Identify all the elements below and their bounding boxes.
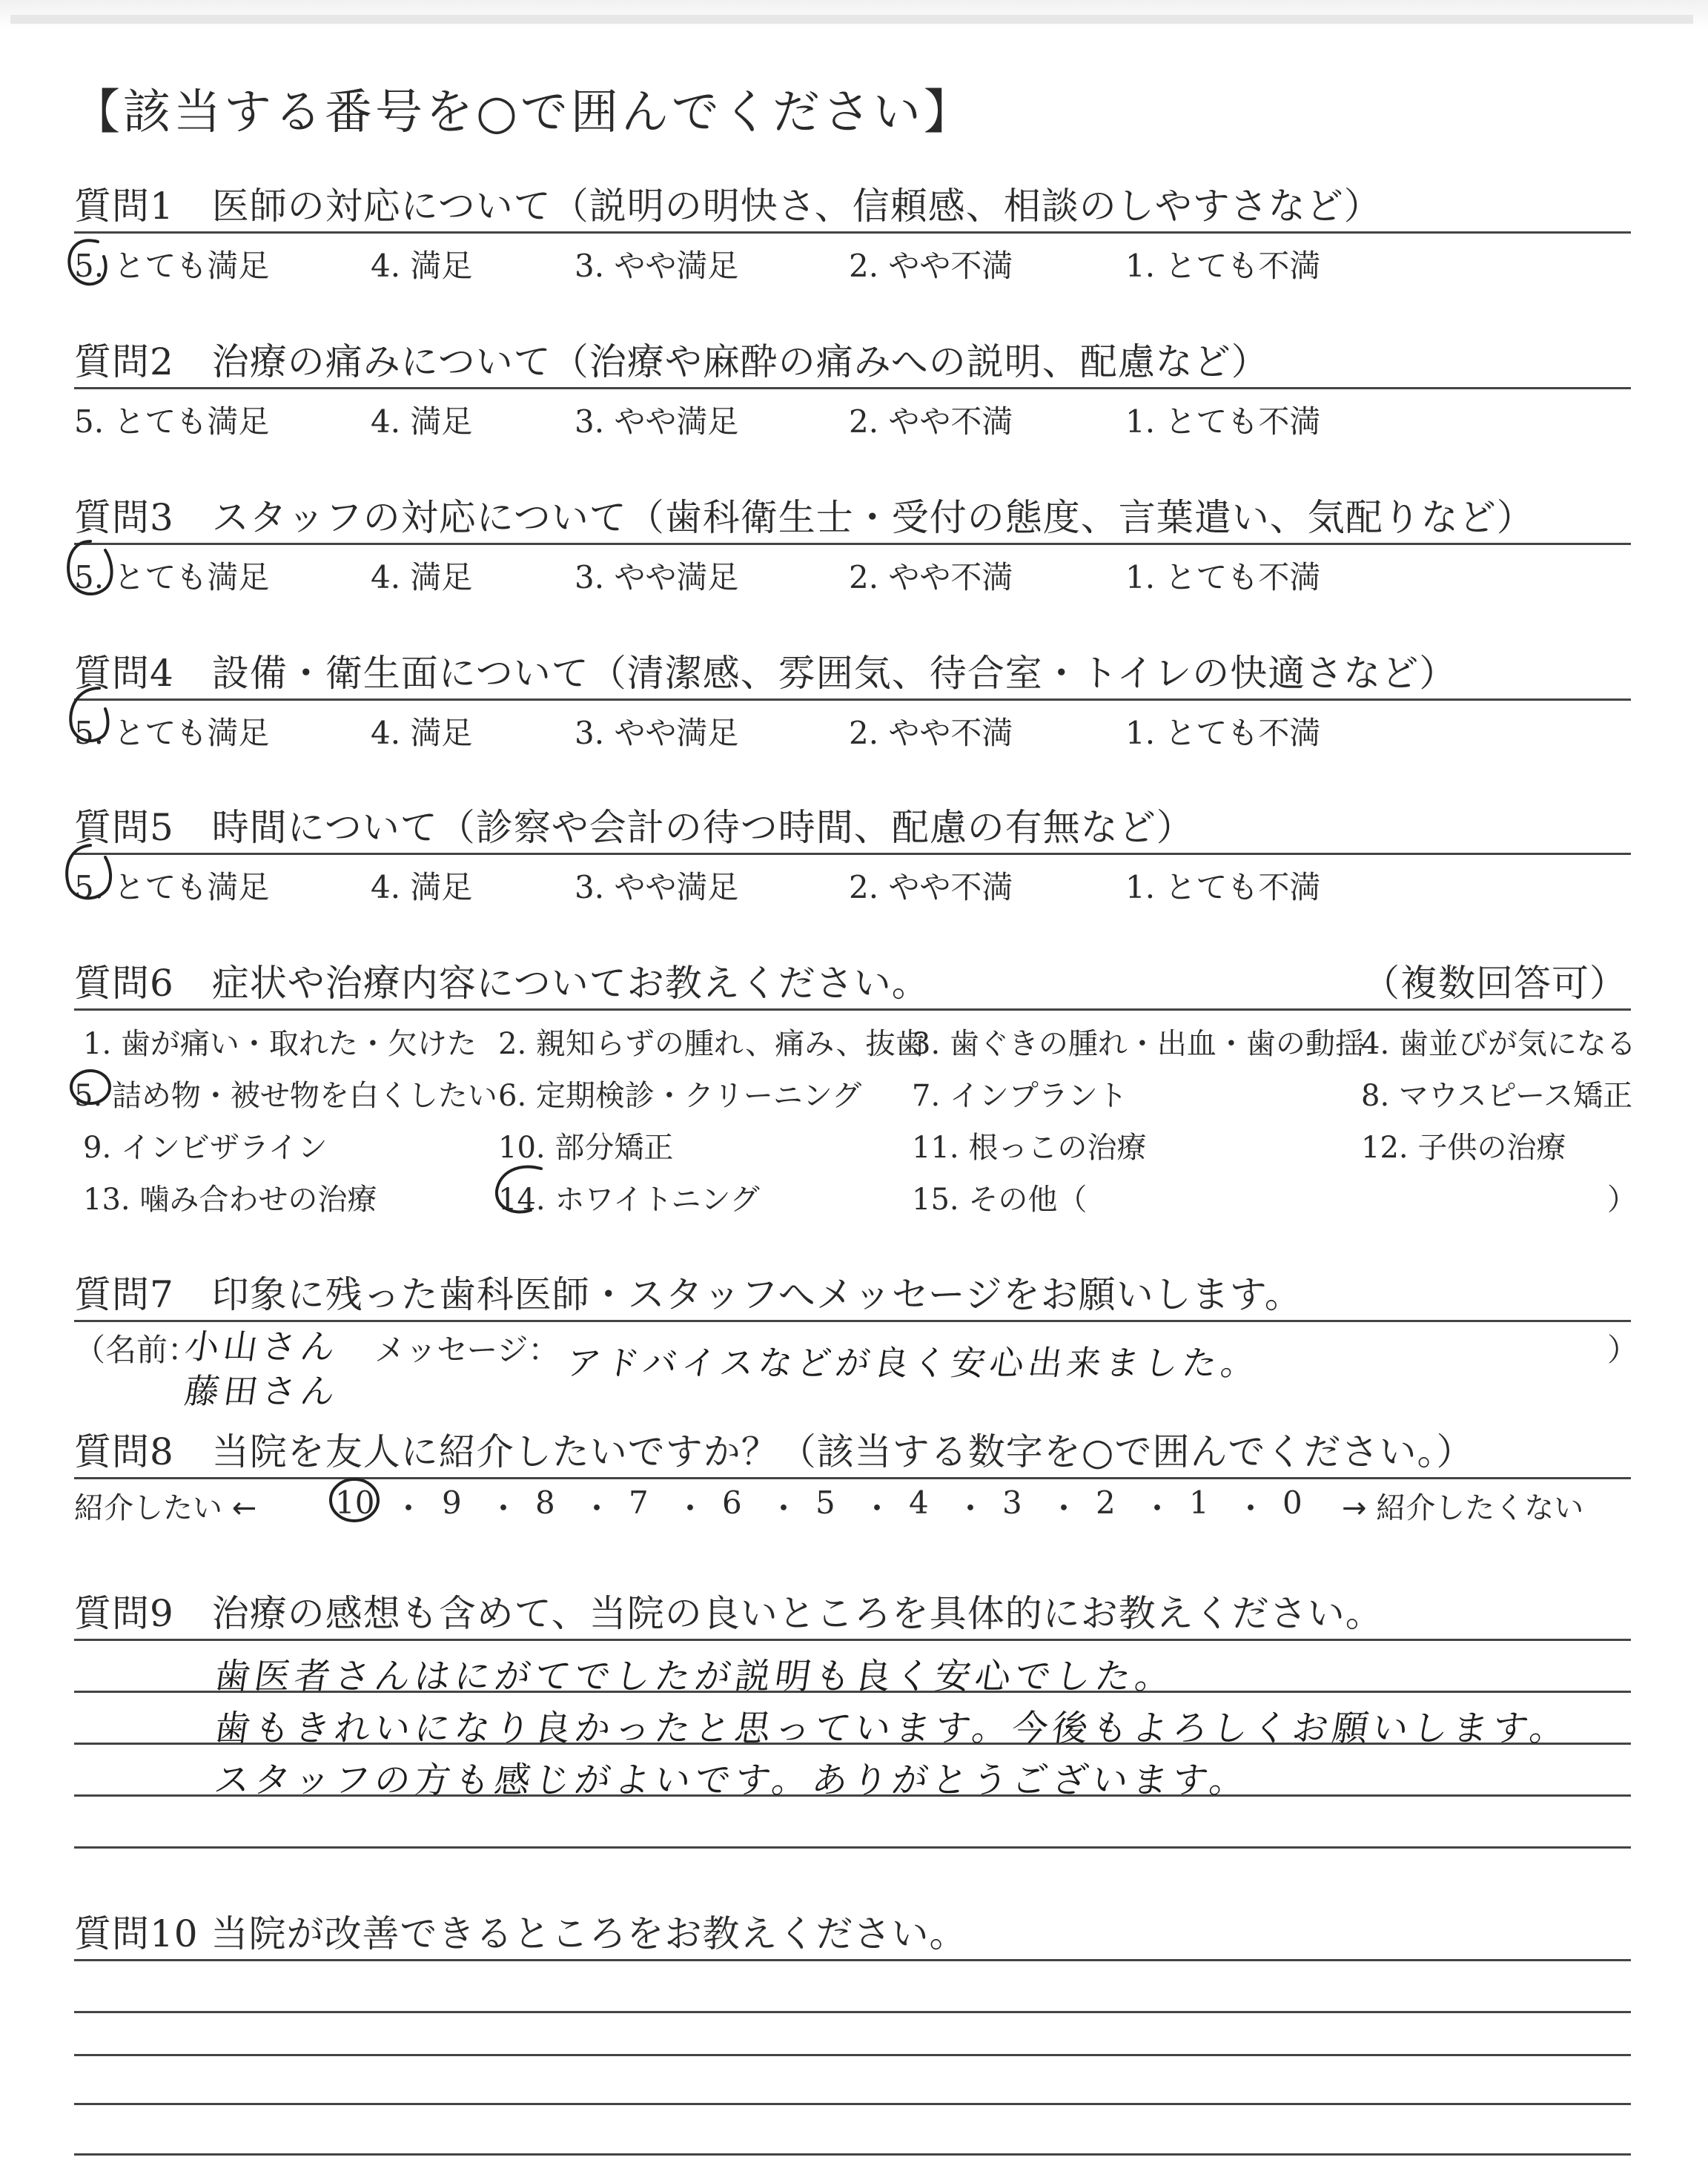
q8-left-label: 紹介したい ← [74, 1491, 257, 1525]
q10-rule-1 [74, 1959, 1631, 1961]
q6-title: 質問6 症状や治療内容についてお教えください。 [74, 962, 930, 1005]
q9-answer-line-2: 歯もきれいになり良かったと思っています。今後もよろしくお願いします。 [211, 1708, 1573, 1749]
q6-item-11[interactable]: 11. 根っこの治療 [912, 1131, 1147, 1165]
q9-answer-line-3: スタッフの方も感じがよいです。ありがとうございます。 [211, 1760, 1253, 1801]
q8-dot: ・ [675, 1490, 706, 1527]
q8-scale-9[interactable]: 9 [442, 1484, 462, 1521]
q7-close-paren: ） [1607, 1332, 1639, 1368]
q6-item5-circle-mark [67, 1065, 116, 1109]
q9-rule-5 [74, 1846, 1631, 1849]
q1-circle-mark [62, 234, 114, 291]
q7-name-handwritten-2: 藤田さん [182, 1371, 342, 1411]
q6-item-7[interactable]: 7. インプラント [912, 1079, 1128, 1113]
q5-title: 質問5 時間について（診察や会計の待つ時間、配慮の有無など） [74, 806, 1194, 849]
q8-scale-1[interactable]: 1 [1189, 1484, 1209, 1521]
q6-item-2[interactable]: 2. 親知らずの腫れ、痛み、抜歯 [498, 1027, 925, 1061]
q10-title: 質問10 当院が改善できるところをお教えください。 [74, 1912, 967, 1955]
scan-edge [0, 0, 1708, 30]
q8-dot: ・ [768, 1490, 800, 1527]
q3-title: 質問3 スタッフの対応について（歯科衛生士・受付の態度、言葉遣い、気配りなど） [74, 496, 1535, 539]
q2-option-3[interactable]: 3. やや満足 [575, 403, 739, 440]
q6-item-6[interactable]: 6. 定期検診・クリーニング [498, 1079, 862, 1113]
q5-option-3[interactable]: 3. やや満足 [575, 869, 739, 905]
q4-option-2[interactable]: 2. やや不満 [849, 715, 1013, 751]
q8-title: 質問8 当院を友人に紹介したいですか？（該当する数字を○で囲んでください。） [74, 1430, 1474, 1473]
q6-rule [74, 1008, 1631, 1011]
q4-title: 質問4 設備・衛生面について（清潔感、雰囲気、待合室・トイレの快適さなど） [74, 652, 1457, 695]
q6-item-5[interactable]: 5. 詰め物・被せ物を白くしたい [74, 1079, 497, 1113]
q5-option-5[interactable]: 5. とても満足 [74, 869, 270, 905]
q6-item-15[interactable]: 15. その他（ [912, 1183, 1088, 1217]
q10-rule-2 [74, 2011, 1631, 2013]
q6-item-13[interactable]: 13. 噛み合わせの治療 [83, 1183, 377, 1217]
q6-item-9[interactable]: 9. インビザライン [83, 1131, 328, 1165]
q8-scale-0[interactable]: 0 [1282, 1484, 1302, 1521]
q6-item-4[interactable]: 4. 歯並びが気になる [1361, 1027, 1636, 1061]
q8-scale-2[interactable]: 2 [1096, 1484, 1116, 1521]
q9-title: 質問9 治療の感想も含めて、当院の良いところを具体的にお教えください。 [74, 1592, 1383, 1635]
q10-rule-4 [74, 2103, 1631, 2105]
q1-option-3[interactable]: 3. やや満足 [575, 248, 739, 284]
q6-item-10[interactable]: 10. 部分矯正 [498, 1131, 674, 1165]
q8-dot: ・ [1048, 1490, 1080, 1527]
q4-option-3[interactable]: 3. やや満足 [575, 715, 739, 751]
q4-option-1[interactable]: 1. とても不満 [1125, 715, 1321, 751]
q3-option-3[interactable]: 3. やや満足 [575, 559, 739, 595]
q8-right-label: → 紹介したくない [1342, 1491, 1584, 1525]
q9-rule-1 [74, 1639, 1631, 1641]
q6-item14-circle-mark [489, 1161, 563, 1221]
q4-rule [74, 698, 1631, 701]
q6-item-14[interactable]: 14. ホワイトニング [498, 1183, 760, 1217]
q8-dot: ・ [581, 1490, 613, 1527]
q8-scale-7[interactable]: 7 [629, 1484, 649, 1521]
q1-title: 質問1 医師の対応について（説明の明快さ、信頼感、相談のしやすさなど） [74, 185, 1382, 228]
q5-option-4[interactable]: 4. 満足 [371, 869, 473, 905]
q5-circle-mark [59, 841, 120, 905]
q6-other-close: ） [1607, 1183, 1637, 1217]
q2-rule [74, 387, 1631, 389]
q5-rule [74, 853, 1631, 855]
q1-option-1[interactable]: 1. とても不満 [1125, 248, 1321, 284]
q2-title: 質問2 治療の痛みについて（治療や麻酔の痛みへの説明、配慮など） [74, 340, 1269, 383]
q4-circle-mark [62, 684, 114, 747]
q7-name-handwritten-1: 小山さん [182, 1327, 342, 1367]
q8-scale-3[interactable]: 3 [1002, 1484, 1022, 1521]
q6-item-12[interactable]: 12. 子供の治療 [1361, 1131, 1566, 1165]
q10-rule-5 [74, 2153, 1631, 2156]
q3-option-1[interactable]: 1. とても不満 [1125, 559, 1321, 595]
q1-option-5[interactable]: 5. とても満足 [74, 248, 270, 284]
q6-item-1[interactable]: 1. 歯が痛い・取れた・欠けた [83, 1027, 477, 1061]
q8-scale-6[interactable]: 6 [722, 1484, 742, 1521]
q1-rule [74, 231, 1631, 234]
q2-option-1[interactable]: 1. とても不満 [1125, 403, 1321, 440]
q2-option-4[interactable]: 4. 満足 [371, 403, 473, 440]
q8-dot: ・ [1142, 1490, 1174, 1527]
q10-rule-3 [74, 2054, 1631, 2056]
q6-item-3[interactable]: 3. 歯ぐきの腫れ・出血・歯の動揺 [912, 1027, 1365, 1061]
q8-dot: ・ [861, 1490, 893, 1527]
q3-circle-mark [61, 535, 120, 602]
q7-message-label: メッセージ： [374, 1332, 560, 1368]
q9-answer-line-1: 歯医者さんはにがてでしたが説明も良く安心でした。 [211, 1656, 1179, 1697]
q3-option-2[interactable]: 2. やや不満 [849, 559, 1013, 595]
q8-dot: ・ [1235, 1490, 1267, 1527]
q8-scale-4[interactable]: 4 [909, 1484, 929, 1521]
q2-option-5[interactable]: 5. とても満足 [74, 403, 270, 440]
q6-item-8[interactable]: 8. マウスピース矯正 [1361, 1079, 1633, 1113]
q8-scale-10[interactable]: 10 [335, 1484, 375, 1521]
q7-title: 質問7 印象に残った歯科医師・スタッフへメッセージをお願いします。 [74, 1273, 1302, 1316]
q8-circle-mark [325, 1473, 384, 1527]
q8-dot: ・ [955, 1490, 987, 1527]
q3-rule [74, 543, 1631, 545]
q8-rule [74, 1477, 1631, 1479]
q4-option-5[interactable]: 5. とても満足 [74, 715, 270, 751]
q1-option-4[interactable]: 4. 満足 [371, 248, 473, 284]
q5-option-2[interactable]: 2. やや不満 [849, 869, 1013, 905]
q8-scale-8[interactable]: 8 [535, 1484, 555, 1521]
q1-option-2[interactable]: 2. やや不満 [849, 248, 1013, 284]
q5-option-1[interactable]: 1. とても不満 [1125, 869, 1321, 905]
scan-bar [10, 15, 1693, 24]
q3-option-5[interactable]: 5. とても満足 [74, 559, 270, 595]
q2-option-2[interactable]: 2. やや不満 [849, 403, 1013, 440]
q6-multiple-note: （複数回答可） [1363, 962, 1627, 1005]
q8-dot: ・ [488, 1490, 520, 1527]
q8-dot: ・ [393, 1490, 425, 1527]
q3-option-4[interactable]: 4. 満足 [371, 559, 473, 595]
q7-message-handwritten: アドバイスなどが良く安心出来ました。 [563, 1343, 1262, 1383]
page-title: 【該当する番号を○で囲んでください】 [73, 85, 974, 140]
q7-name-label: （名前： [74, 1332, 199, 1368]
q8-scale-5[interactable]: 5 [815, 1484, 835, 1521]
q4-option-4[interactable]: 4. 満足 [371, 715, 473, 751]
